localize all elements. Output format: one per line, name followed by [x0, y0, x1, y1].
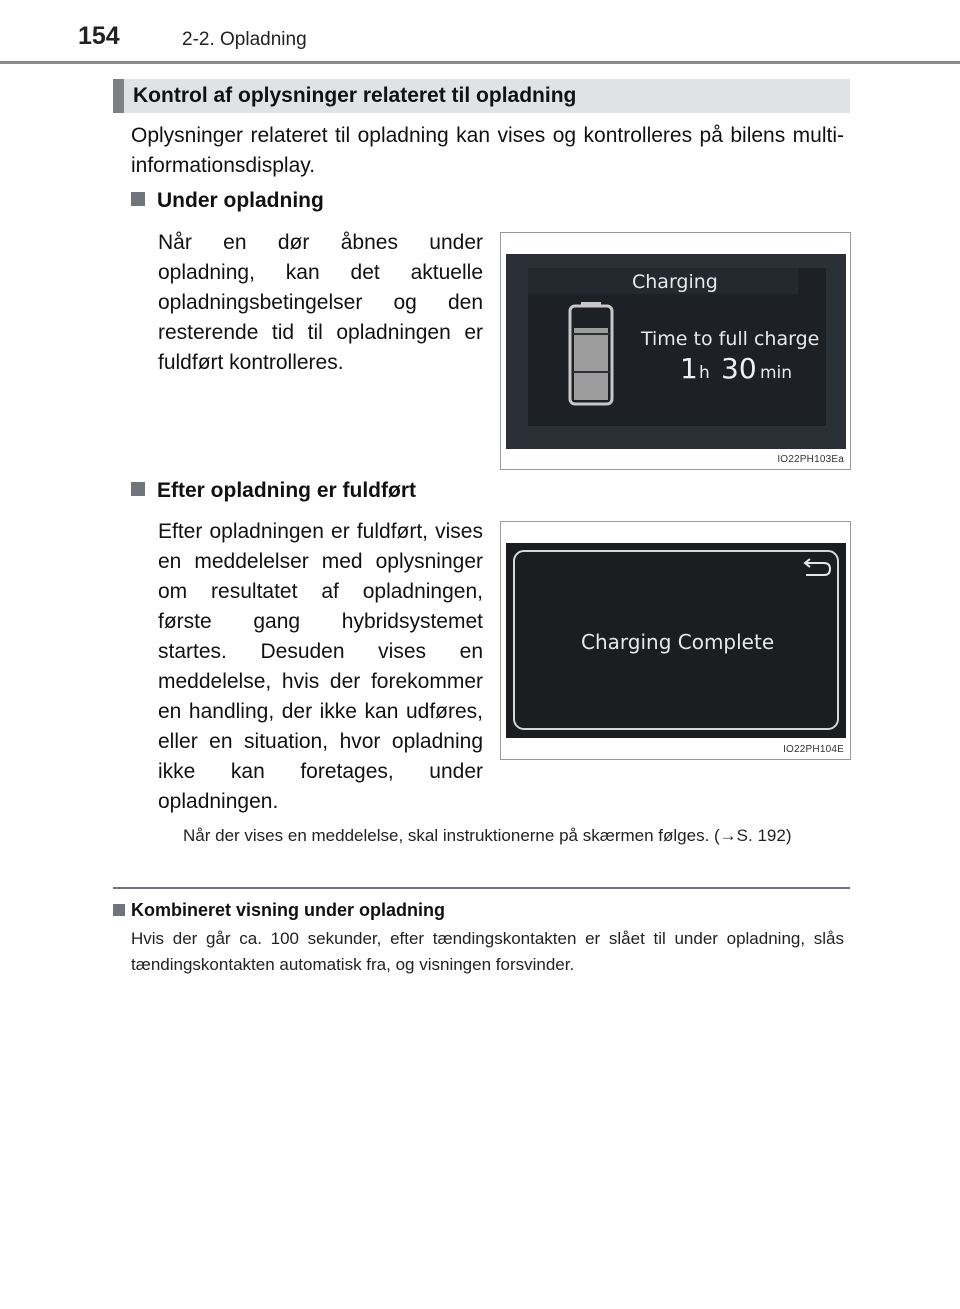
section-title-bar — [113, 79, 850, 113]
charging-display-screen — [506, 254, 846, 449]
subheading-combined-display — [113, 900, 445, 921]
square-bullet-icon — [131, 482, 145, 496]
charging-complete-message: Charging Complete — [581, 630, 775, 654]
time-to-full-label: Time to full charge — [641, 328, 820, 350]
header-rule — [0, 61, 960, 64]
figure-code: IO22PH104E — [783, 744, 844, 755]
subheading-label: Kombineret visning under opladning — [131, 900, 446, 920]
square-bullet-icon — [131, 192, 145, 206]
minutes-value: 30 — [721, 352, 757, 385]
under-charging-text: Når en dør åbnes under opladning, kan det aktuelle opladningsbetingelser og den resterende tid til opladningen er fuldført kontrolleres. — [158, 231, 483, 374]
after-charging-note: Når der vises en meddelelse, skal instruktionerne på skærmen følges. (→S. 192) — [183, 826, 792, 845]
figure-charging-complete — [500, 521, 851, 760]
minutes-unit: min — [760, 363, 793, 383]
screen-title: Charging — [632, 271, 718, 293]
battery-terminal — [581, 302, 601, 307]
chapter-title: 2-2. Opladning — [182, 29, 307, 50]
page-number: 154 — [78, 22, 120, 50]
figure-code: IO22PH103Ea — [777, 454, 844, 465]
subheading-label: Efter opladning er fuldført — [157, 479, 416, 502]
battery-fill — [574, 328, 608, 400]
hours-unit: h — [699, 363, 710, 383]
after-charging-text: Efter opladningen er fuldført, vises en meddelelser med oplysninger om resultatet af opladningen, første gang hybridsystemet startes. Desuden vises en meddelelse, hvis der forekommer en handling, der ikke kan udføres, eller en situation, hvor opladning ikke kan foretages, under opladningen. — [158, 520, 483, 813]
section-accent — [113, 79, 124, 113]
charging-complete-screen — [506, 543, 846, 738]
subheading-after-charging — [131, 479, 416, 503]
hours-value: 1 — [680, 352, 698, 385]
section-divider — [113, 887, 850, 889]
combined-display-text: Hvis der går ca. 100 sekunder, efter tændingskontakten er slået til under opladning, slås tændingskontakten automatisk fra, og visningen forsvinder. — [131, 929, 844, 974]
subheading-under-charging — [131, 189, 324, 213]
section-title: Kontrol af oplysninger relateret til opladning — [133, 84, 577, 107]
square-bullet-icon — [113, 904, 125, 916]
figure-charging-display — [500, 232, 851, 470]
section-intro: Oplysninger relateret til opladning kan vises og kontrolleres på bilens multi-informationsdisplay. — [131, 124, 844, 177]
subheading-label: Under opladning — [157, 189, 324, 212]
